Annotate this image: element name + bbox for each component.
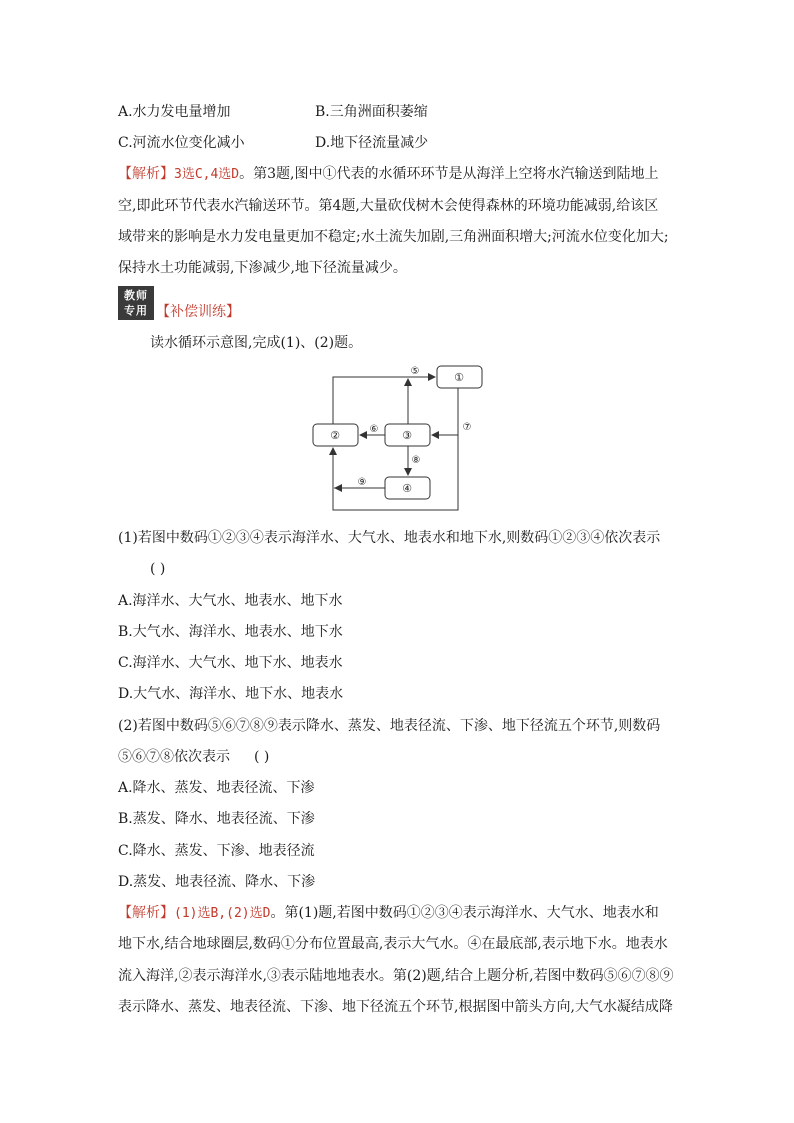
box-4-label: ④: [402, 482, 412, 495]
arrow-7: [432, 388, 458, 435]
analysis2-answer: (1)选B,(2)选D: [174, 906, 271, 921]
analysis-line-3: 域带来的影响是水力发电量更加不稳定;水土流失加剧,三角洲面积增大;河流水位变化加大;: [118, 229, 669, 245]
q1-stem: (1)若图中数码①②③④表示海洋水、大气水、地表水和地下水,则数码①②③④依次表示: [118, 530, 661, 546]
analysis2-line-2: 地下水,结合地球圈层,数码①分布位置最高,表示大气水。④在最底部,表示地下水。地表水: [118, 936, 668, 952]
q2-option-d: D.蒸发、地表径流、降水、下渗: [118, 874, 316, 890]
analysis2-tag: 【解析】: [118, 905, 174, 921]
option-b: B.三角洲面积萎缩: [315, 104, 428, 120]
arrow-top-loop: [333, 377, 435, 424]
q1-option-b: B.大气水、海洋水、地表水、地下水: [118, 624, 343, 640]
option-row-ab: [118, 102, 428, 122]
arrow-9-label: ⑨: [357, 477, 367, 488]
q2-stem-2: ⑤⑥⑦⑧依次表示 ( ): [118, 749, 270, 765]
analysis-answer: 3选C,4选D: [174, 167, 240, 182]
q2-answer-paren: ( ): [254, 749, 270, 765]
water-cycle-diagram: [300, 360, 500, 520]
box-2-label: ②: [330, 429, 340, 442]
analysis-line-2: 空,即此环节代表水汽输送环节。第4题,大量砍伐树木会使得森林的环境功能减弱,给该区: [118, 198, 659, 214]
arrow-6-label: ⑥: [369, 424, 379, 435]
option-a: A.水力发电量增加: [118, 104, 231, 120]
q1-option-c: C.海洋水、大气水、地下水、地表水: [118, 655, 343, 671]
q2-option-a: A.降水、蒸发、地表径流、下渗: [118, 780, 315, 796]
option-c: C.河流水位变化减小: [118, 135, 245, 151]
arrow-8-label: ⑧: [411, 455, 421, 466]
q1-option-a: A.海洋水、大气水、地表水、地下水: [118, 593, 343, 609]
option-row-cd: [118, 133, 429, 153]
analysis-tag: 【解析】: [118, 166, 174, 182]
teacher-only-badge: 教师 专用: [118, 286, 154, 320]
q2-option-c: C.降水、蒸发、下渗、地表径流: [118, 843, 315, 859]
q2-stem-1: (2)若图中数码⑤⑥⑦⑧⑨表示降水、蒸发、地表径流、下渗、地下径流五个环节,则数码: [118, 718, 661, 734]
analysis2-line-3: 流入海洋,②表示海洋水,③表示陆地地表水。第(2)题,结合上题分析,若图中数码⑤⑥⑦⑧⑨: [118, 968, 674, 984]
box-1-label: ①: [454, 371, 464, 384]
q2-option-b: B.蒸发、降水、地表径流、下渗: [118, 811, 315, 827]
arrow-7-label: ⑦: [462, 422, 472, 433]
analysis-line-4: 保持水土功能减弱,下渗减少,地下径流量减少。: [118, 260, 407, 276]
analysis2-line-4: 表示降水、蒸发、地表径流、下渗、地下径流五个环节,根据图中箭头方向,大气水凝结成降: [118, 999, 673, 1015]
analysis2-line-1: 【解析】(1)选B,(2)选D。第(1)题,若图中数码①②③④表示海洋水、大气水、地表水和: [118, 905, 659, 921]
analysis-line-1: 【解析】3选C,4选D。第3题,图中①代表的水循环环节是从海洋上空将水汽输送到陆地上: [118, 166, 659, 182]
box-3-label: ③: [402, 429, 412, 442]
option-d: D.地下径流量减少: [315, 135, 429, 151]
q1-option-d: D.大气水、海洋水、地下水、地表水: [118, 686, 344, 702]
arrow-5-label: ⑤: [410, 366, 420, 377]
supplement-title: 【补偿训练】: [156, 304, 240, 320]
q1-answer-paren: ( ): [150, 561, 166, 577]
intro-text: 读水循环示意图,完成(1)、(2)题。: [150, 335, 363, 351]
